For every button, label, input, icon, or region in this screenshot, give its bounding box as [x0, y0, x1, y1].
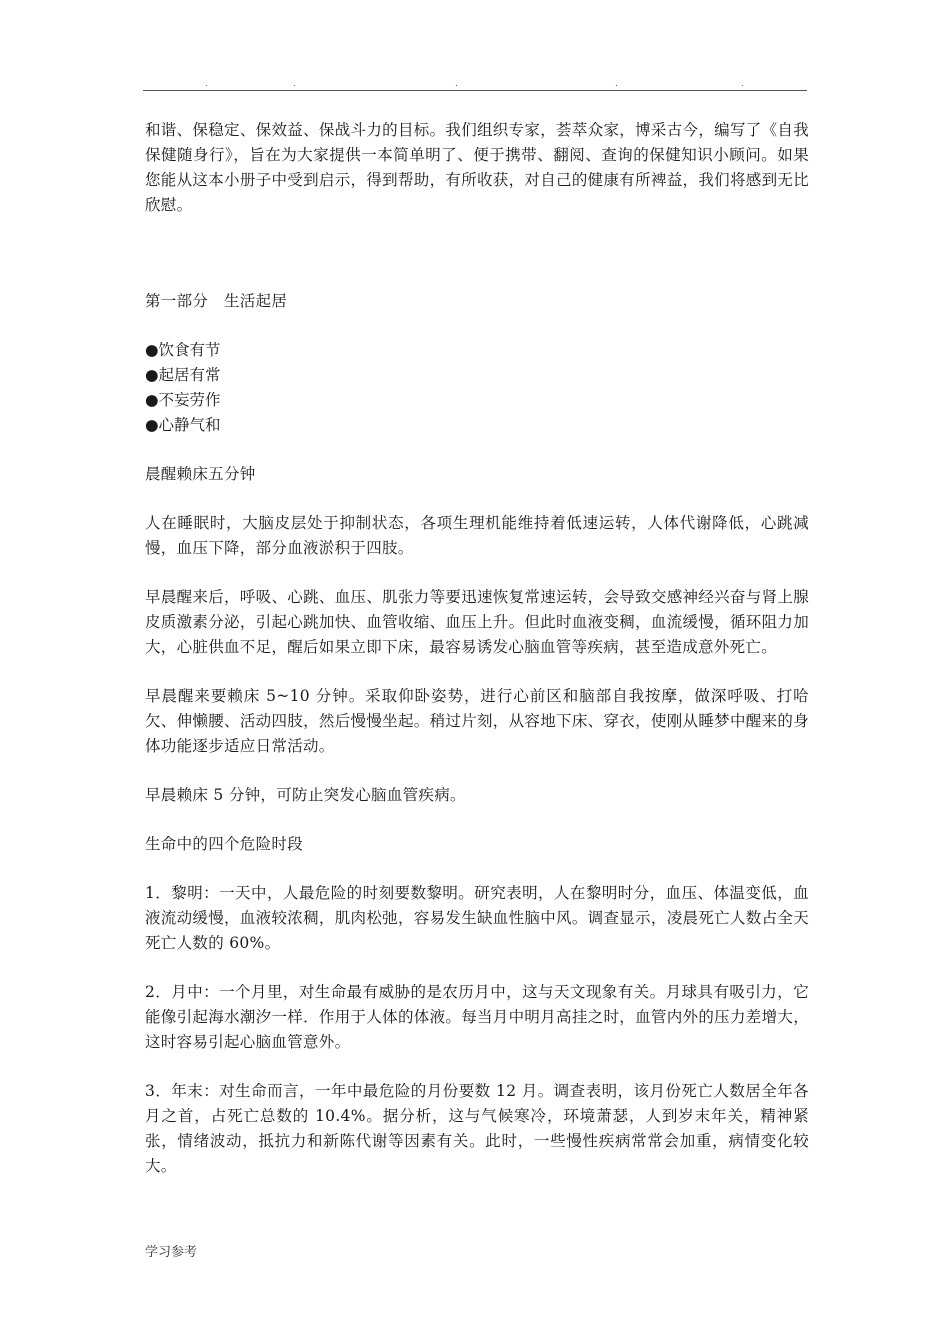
list-item: ●起居有常	[145, 366, 221, 384]
section-heading: 晨醒赖床五分钟	[145, 465, 256, 483]
body-paragraph: 1．黎明：一天中，人最危险的时刻要数黎明。研究表明，人在黎明时分，血压、体温变低，血液流动缓慢，血液较浓稠，肌肉松弛，容易发生缺血性脑中风。调查显示，凌晨死亡人数占全天死亡人数的 60%。	[145, 884, 809, 952]
section-heading: 生命中的四个危险时段	[145, 835, 304, 853]
header-dot: .	[455, 79, 458, 89]
body-paragraph: 早晨醒来后，呼吸、心跳、血压、肌张力等要迅速恢复常速运转，会导致交感神经兴奋与肾上腺皮质激素分泌，引起心跳加快、血管收缩、血压上升。但此时血液变稠，血流缓慢，循环阻力加大，心脏供血不足，醒后如果立即下床，最容易诱发心脑血管等疾病，甚至造成意外死亡。	[145, 588, 809, 656]
body-paragraph: 人在睡眠时，大脑皮层处于抑制状态，各项生理机能维持着低速运转，人体代谢降低，心跳减慢，血压下降，部分血液淤积于四肢。	[145, 514, 809, 557]
header-dot: .	[293, 79, 296, 89]
header-rule	[143, 90, 807, 91]
principles-list	[145, 338, 809, 438]
body-paragraph: 早晨醒来要赖床 5~10 分钟。采取仰卧姿势，进行心前区和脑部自我按摩，做深呼吸、打哈欠、伸懒腰、活动四肢，然后慢慢坐起。稍过片刻，从容地下床、穿衣，使刚从睡梦中醒来的身体功能逐步适应日常活动。	[145, 687, 809, 755]
header-dot: .	[205, 79, 208, 89]
list-item: ●心静气和	[145, 416, 221, 434]
intro-paragraph: 和谐、保稳定、保效益、保战斗力的目标。我们组织专家，荟萃众家，博采古今，编写了《自我保健随身行》，旨在为大家提供一本简单明了、便于携带、翻阅、查询的保健知识小顾问。如果您能从这本小册子中受到启示，得到帮助，有所收获，对自己的健康有所裨益，我们将感到无比欣慰。	[145, 121, 809, 214]
body-paragraph: 早晨赖床 5 分钟，可防止突发心脑血管疾病。	[145, 786, 466, 804]
footer-label: 学习参考	[145, 1245, 198, 1260]
body-paragraph: 2．月中：一个月里，对生命最有威胁的是农历月中，这与天文现象有关。月球具有吸引力，它能像引起海水潮汐一样．作用于人体的体液。每当月中明月高挂之时，血管内外的压力差增大，这时容易引起心脑血管意外。	[145, 983, 809, 1051]
body-paragraph: 3．年末：对生命而言，一年中最危险的月份要数 12 月。调查表明，该月份死亡人数居全年各月之首，占死亡总数的 10.4%。据分析，这与气候寒冷，环境萧瑟，人到岁末年关，精神紧张，情绪波动，抵抗力和新陈代谢等因素有关。此时，一些慢性疾病常常会加重，病情变化较大。	[145, 1082, 809, 1175]
header-dot: .	[741, 79, 744, 89]
part-title: 第一部分 生活起居	[145, 292, 288, 310]
list-item: ●饮食有节	[145, 341, 221, 359]
list-item: ●不妄劳作	[145, 391, 221, 409]
document-body	[145, 118, 809, 1179]
header-dot: .	[615, 79, 618, 89]
